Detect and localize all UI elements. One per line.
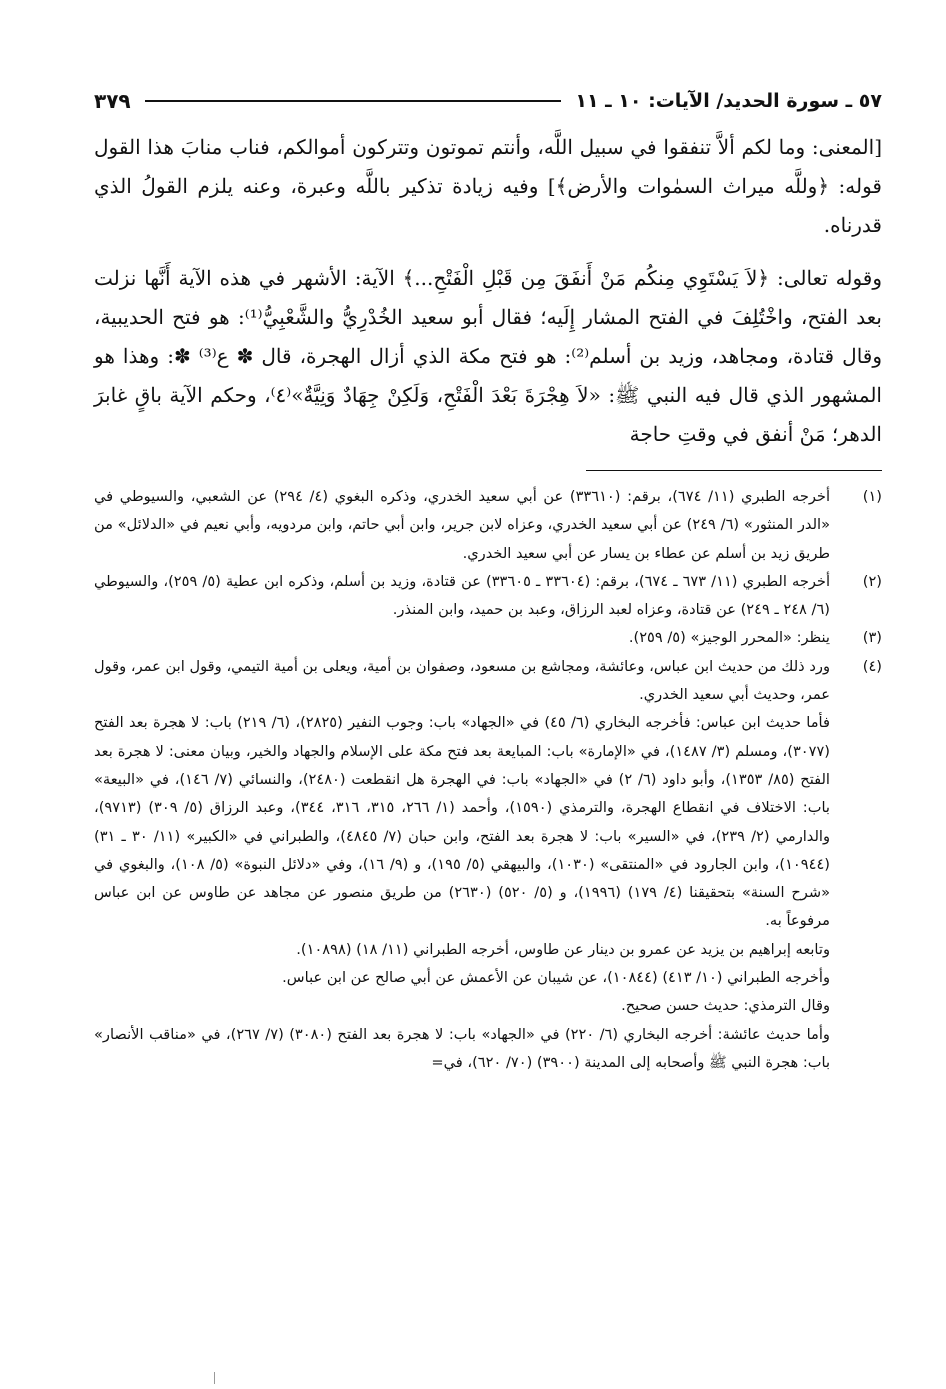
footnote-text: وقال الترمذي: حديث حسن صحيح. — [621, 997, 830, 1015]
header-rule — [145, 100, 562, 102]
footnote-separator — [586, 470, 882, 471]
footnote-3 — [94, 624, 882, 652]
footnote-text: ينظر: «المحرر الوجيز» (٥/ ٢٥٩). — [628, 629, 830, 647]
page-number: ٣٧٩ — [94, 89, 131, 113]
footnote-text: وأما حديث عائشة: أخرجه البخاري (٦/ ٢٢٠) في «الجهاد» باب: لا هجرة بعد الفتح (٣٠٨٠) (٧/ ٢٦٧)، في «مناقب الأنصار» باب: هجرة النبي ﷺ وأصحابه إلى المدينة (٣٩٠٠) (٧٠/ ٦٢٠)، في= — [94, 1025, 830, 1071]
running-title: ٥٧ ـ سورة الحديد/ الآيات: ١٠ ـ ١١ — [575, 90, 882, 112]
footnote-text: ورد ذلك من حديث ابن عباس، وعائشة، ومجاشع بن مسعود، وصفوان بن أمية، ويعلى بن أمية التيمي، وقول ابن عمر، وقول عمر، وحديث أبي سعيد الخدري. — [94, 657, 830, 704]
main-text — [94, 128, 882, 454]
footnote-text: فأما حديث ابن عباس: فأخرجه البخاري (٦/ ٤٥) في «الجهاد» باب: وجوب النفير (٢٨٢٥)، (٦/ ٢١٩) باب: لا هجرة بعد الفتح (٣٠٧٧)، ومسلم (٣/ ١٤٨٧)، في «الإمارة» باب: المبايعة بعد فتح مكة على الإسلام والجهاد والخير، وبيان معنى: لا هجرة بعد الفتح (٨٥/ ١٣٥٣)، وأبو داود (٦/ ٢) في «الجهاد» باب: في الهجرة هل انقطعت (٢٤٨٠)، والنسائي (٧/ ١٤٦)، في «البيعة» باب: الاختلاف في انقطاع الهجرة، والترمذي (١٥٩٠)، وأحمد (١/ ٢٦٦، ٣١٥، ٣١٦، ٣٤٤)، وعبد الرزاق (٥/ ٣٠٩) (٩٧١٣)، والدارمي (٢/ ٢٣٩)، في «السير» باب: لا هجرة بعد الفتح، وابن حبان (٧/ ٤٨٤٥)، والطبراني في «الكبير» (١١/ ٣٠ ـ ٣١) (١٠٩٤٤)، وابن الجارود في «المنتقى» (١٠٣٠)، والبيهقي (٥/ ١٩٥)، و (٩/ ١٦)، وفي «دلائل النبوة» (٥/ ١٠٨)، والبغوي في «شرح السنة» بتحقيقنا (٤/ ١٧٩) (١٩٩٦)، و (٥/ ٥٢٠) (٢٦٣٠) من طريق منصور عن مجاهد عن طاوس عن ابن عباس مرفوعاً به. — [94, 714, 831, 930]
footnote-text: أخرجه الطبري (١١/ ٦٧٤)، برقم: (٣٣٦١٠) عن أبي سعيد الخدري، وذكره البغوي (٤/ ٢٩٤) عن الشعبي، والسيوطي في «الدر المنثور» (٦/ ٢٤٩) عن أبي سعيد الخدري، وعزاه لابن جرير، وابن أبي حاتم، وابن مردويه، وأبي نعيم في «الدلائل» من طريق زيد بن أسلم عن عطاء بن يسار عن أبي سعيد الخدري. — [94, 488, 831, 562]
footnote-text: أخرجه الطبري (١١/ ٦٧٣ ـ ٦٧٤)، برقم: (٣٣٦٠٤ ـ ٣٣٦٠٥) عن قتادة، وزيد بن أسلم، وذكره ابن عطية (٥/ ٢٥٩)، والسيوطي (٦/ ٢٤٨ ـ ٢٤٩) عن قتادة، وعزاه لعبد الرزاق، وعبد بن حميد، وابن المنذر. — [94, 572, 830, 619]
footnote-2 — [94, 568, 882, 625]
footnote-number: (١) — [862, 488, 882, 505]
body-paragraph: [المعنى: وما لكم ألاَّ تنفقوا في سبيل اللَّه، وأنتم تموتون وتتركون أموالكم، فناب منابَ هذا القول قوله: ﴿وللَّه ميراث السمٰوات والأرض﴾] وفيه زيادة تذكير باللَّه وعبرة، وعنه يلزم القولُ الذي قدرناه. — [94, 135, 882, 237]
scan-mark — [214, 1372, 215, 1384]
footnotes — [94, 483, 882, 1077]
footnote-number: (٢) — [862, 572, 882, 590]
footnote-number: (٣) — [862, 629, 882, 647]
footnote-4 — [94, 653, 882, 1077]
footnote-number: (٤) — [862, 657, 882, 675]
footnote-text: وأخرجه الطبراني (١٠/ ٤١٣) (١٠٨٤٤)، عن شيبان عن الأعمش عن أبي صالح عن ابن عباس. — [282, 969, 830, 987]
footnote-1 — [94, 483, 882, 568]
footnote-text: وتابعه إبراهيم بن يزيد عن عمرو بن دينار عن طاوس، أخرجه الطبراني (١١/ ١٨) (١٠٨٩٨). — [296, 940, 830, 958]
body-paragraph: وقوله تعالى: ﴿لاَ يَسْتَوِي مِنكُم مَنْ أَنفَقَ مِن قَبْلِ الْفَتْحِ...﴾ الآية: الأشهر في هذه الآية أَنَّها نزلت بعد الفتح، واخْتُلِفَ في الفتح المشار إِلَيه؛ فقال أبو سعيد الخُدْرِيُّ والشَّعْبِيُّ⁽¹⁾: هو فتح الحديبية، وقال قتادة، ومجاهد، وزيد بن أسلم⁽²⁾: هو فتح مكة الذي أزال الهجرة، قال ✽ ع⁽³⁾ ✽: وهذا هو المشهور الذي قال فيه النبي ﷺ: «لاَ هِجْرَةَ بَعْدَ الْفَتْحِ، وَلَكِنْ جِهَادٌ وَنِيَّةٌ»⁽٤⁾، وحكم الآية باقٍ غابرَ الدهر؛ مَنْ أنفق في وقتِ حاجة — [94, 266, 883, 446]
page-header — [94, 84, 882, 118]
